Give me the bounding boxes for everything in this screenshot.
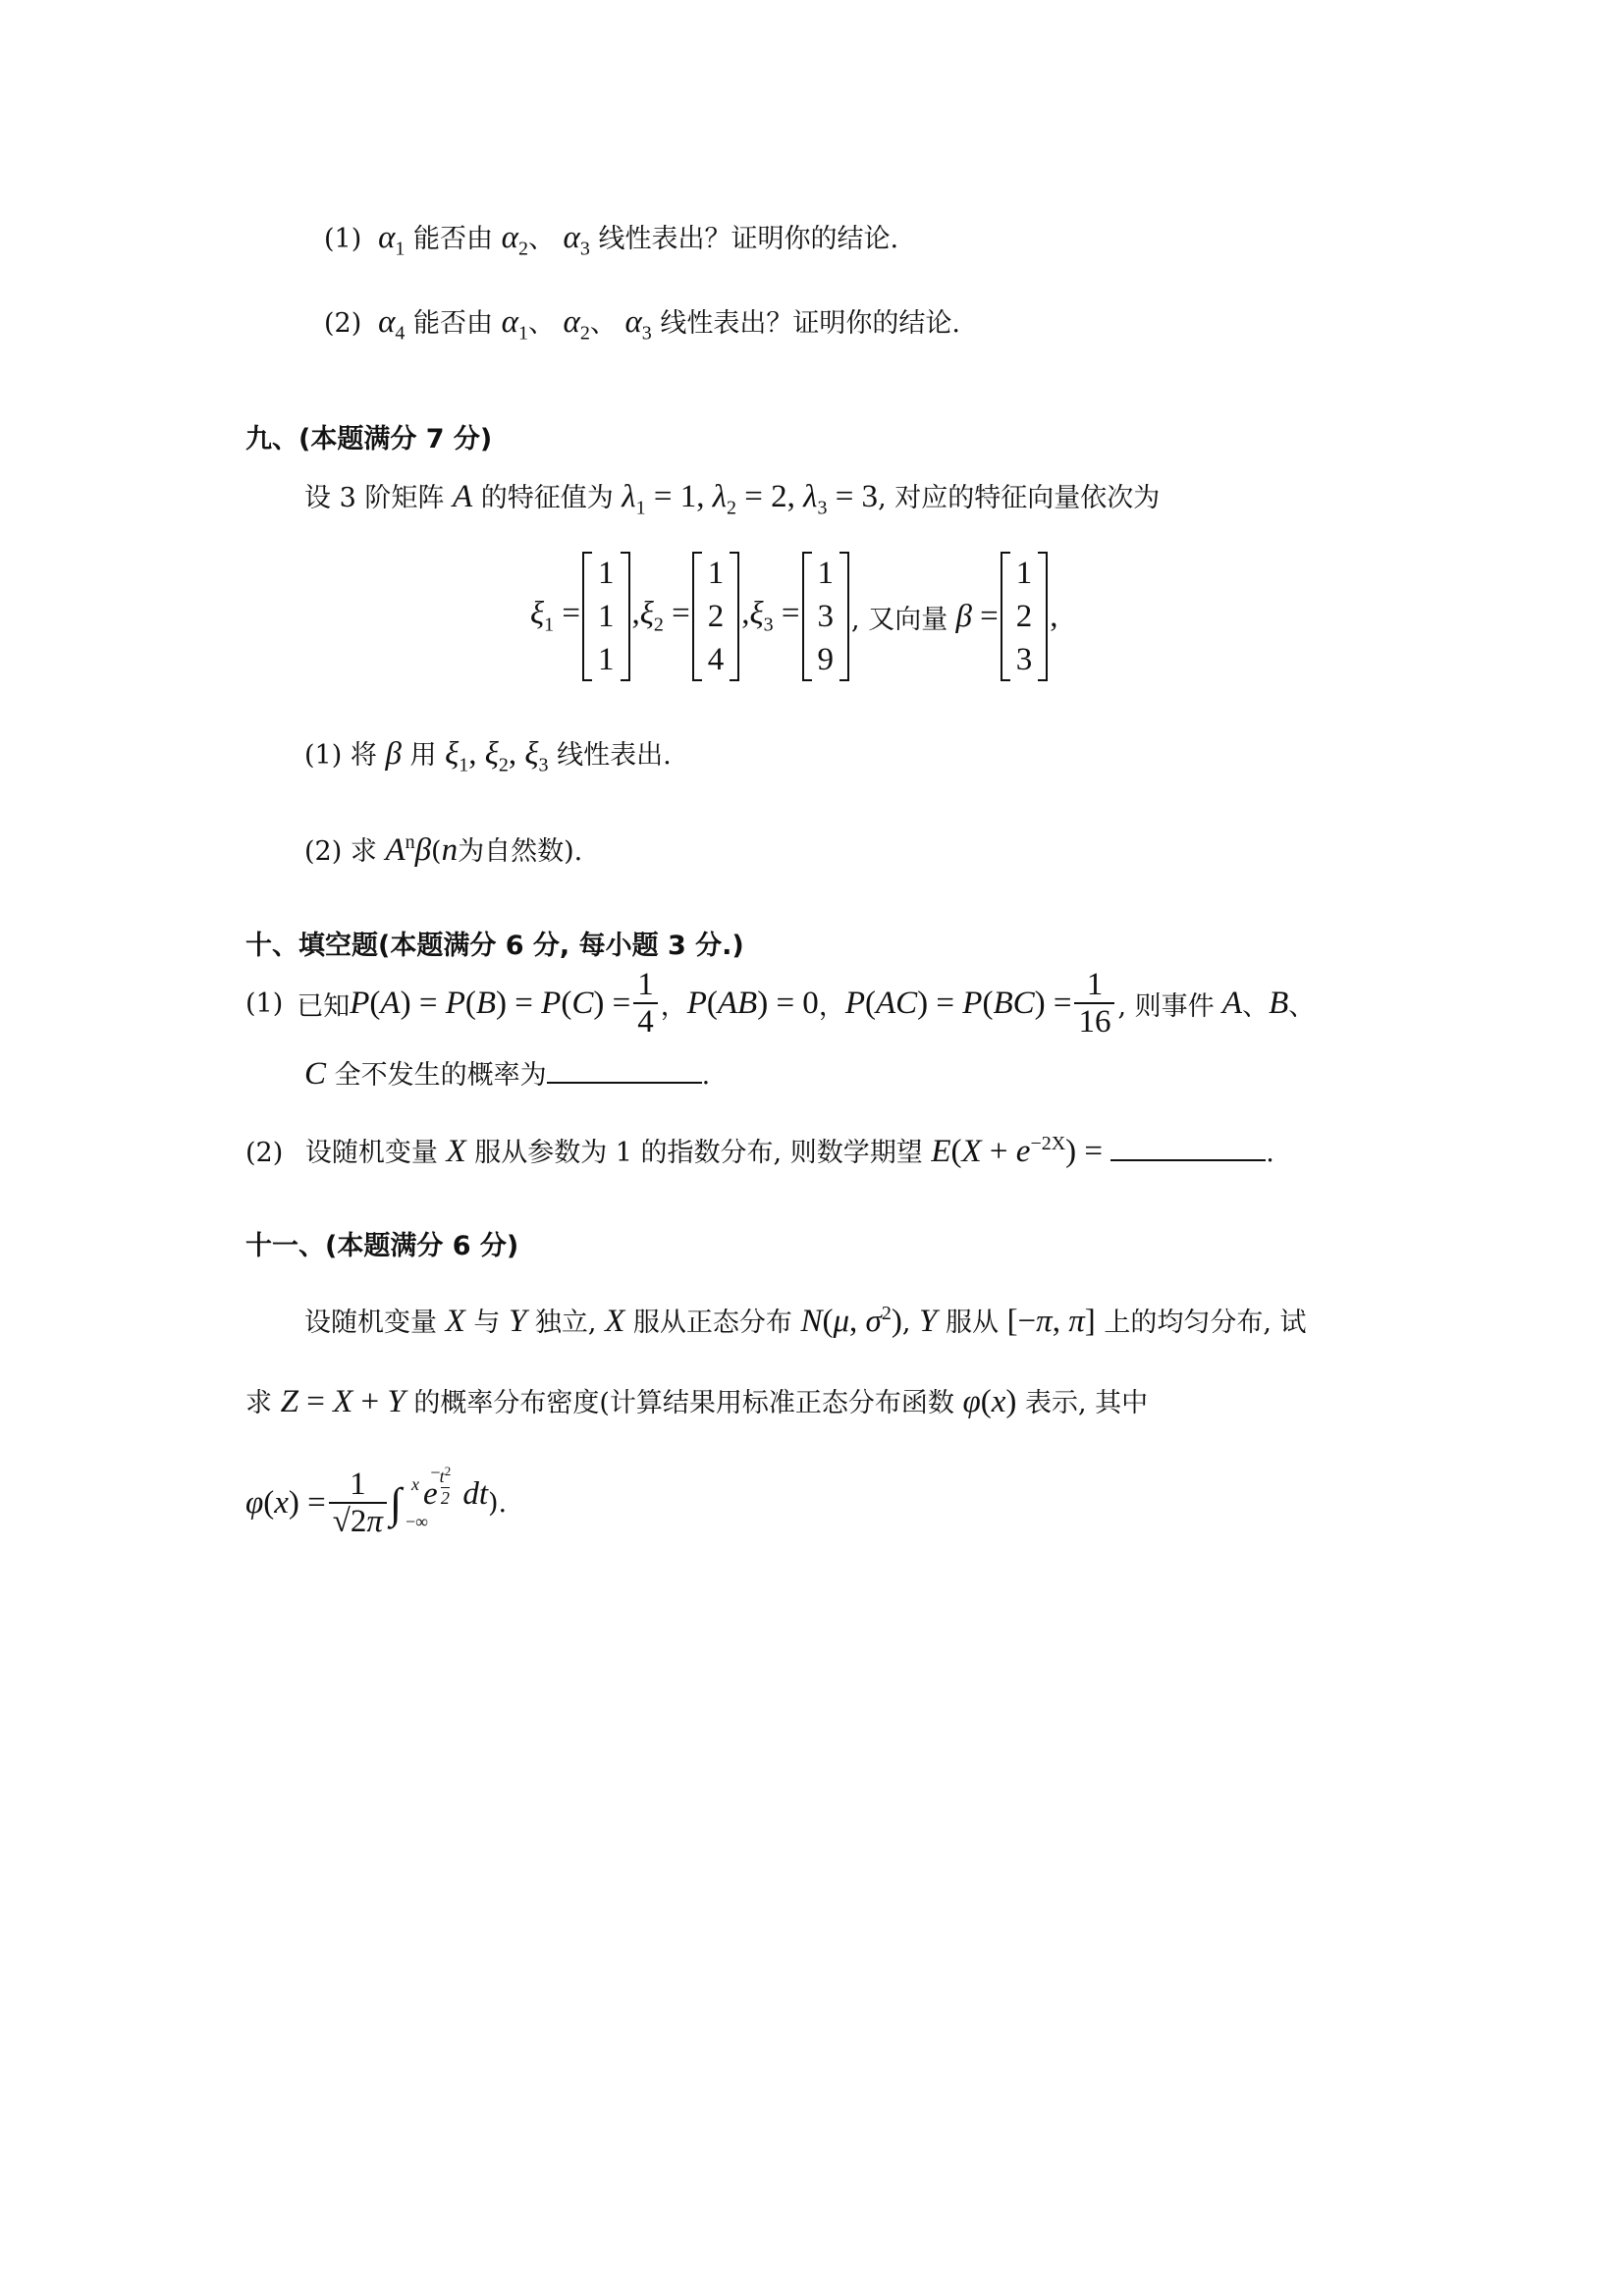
math-interval: [−π, π] — [1006, 1304, 1096, 1339]
body-text: 服从正态分布 — [632, 1308, 792, 1338]
vector-entry: 1 — [707, 556, 725, 591]
vector-entry: 1 — [598, 642, 615, 677]
separator: 、 — [589, 308, 617, 339]
problem-9-item-2 — [304, 823, 582, 872]
body-text: 上的均匀分布, 试 — [1104, 1308, 1307, 1338]
item-text: 能否由 — [413, 308, 494, 339]
math-expectation: $E(X + e^{-2X})$ = — [931, 1133, 1111, 1169]
math-beta: β — [385, 736, 402, 772]
eigenvector-equation — [530, 552, 1058, 681]
item-number: (1) — [304, 740, 343, 771]
item-number: (2) — [245, 1138, 284, 1168]
math-n: n — [441, 832, 459, 868]
item-text: 设随机变量 — [304, 1138, 438, 1168]
math-phi-x: φ(x) = — [245, 1484, 326, 1521]
math-xi3: $,\xi_3$ = — [741, 596, 800, 636]
math-alpha2: $\alpha_2$ — [501, 220, 528, 260]
math-event-a: A — [1214, 985, 1243, 1021]
math-pac-pbc: P(AC) = P(BC) = — [844, 985, 1072, 1021]
problem-11-line-1 — [304, 1294, 1307, 1343]
item-text: 已知 — [297, 990, 351, 1022]
vector-entry: 1 — [817, 556, 835, 591]
vector-entry: 3 — [817, 599, 835, 634]
problem-11-heading: 十一、(本题满分 6 分) — [245, 1231, 519, 1261]
problem-9-item-1 — [304, 734, 672, 785]
problem-10-heading: 十、填空题(本题满分 6 分, 每小题 3 分.) — [245, 931, 744, 961]
body-text: 服从 — [945, 1308, 999, 1338]
vector-entry: 2 — [707, 599, 725, 634]
math-normal: N(μ, $\sigma^2$) — [800, 1303, 902, 1339]
intro-text: 的特征值为 — [480, 483, 614, 513]
math-prob-equal: P(A) = P(B) = P(C) = — [350, 985, 631, 1021]
item-number: (2) — [304, 836, 343, 867]
fraction-normalizer: $\frac{1}{√2\pi}$ — [329, 1467, 387, 1539]
math-x: X — [445, 1304, 465, 1339]
math-alpha2: $\alpha_2$ — [563, 304, 590, 345]
body-text: , — [901, 1308, 911, 1338]
item-number: (1) — [324, 224, 362, 254]
vector-xi1 — [582, 552, 630, 681]
vector-entry: 4 — [707, 642, 725, 677]
item-text-end: 线性表出？证明你的结论. — [660, 308, 960, 339]
item-text: . — [1266, 1138, 1274, 1168]
fraction-one-quarter: $\frac{1}{4}$ — [633, 967, 658, 1040]
middle-text: , 又向量 — [851, 604, 948, 635]
item-text: 线性表出. — [557, 740, 672, 771]
body-text: 独立, — [534, 1308, 597, 1338]
math-an-beta: $A^n\beta$ — [385, 831, 432, 868]
body-text: 表示, 其中 — [1024, 1388, 1149, 1418]
item-number: (2) — [324, 308, 362, 339]
trailing-comma: , — [1050, 598, 1058, 634]
math-eigenvalues: $\lambda_1 = 1$, $\lambda_2 = 2$, $\lambda_3 = 3$ — [622, 479, 879, 519]
math-pab: P(AB) = 0 — [686, 985, 819, 1021]
math-alpha1: $\alpha_1$ — [369, 220, 406, 260]
item-text: ， — [660, 990, 687, 1022]
item-text: 求 — [350, 836, 377, 867]
integral-sign: ∫ x −∞ — [389, 1473, 428, 1531]
vector-entry: 2 — [1015, 599, 1033, 634]
body-text: 设随机变量 — [304, 1308, 437, 1338]
vector-beta — [1001, 552, 1049, 681]
math-alpha1: $\alpha_1$ — [501, 304, 528, 345]
math-x: X — [446, 1134, 466, 1169]
vector-xi3 — [802, 552, 850, 681]
math-alpha3: $\alpha_3$ — [624, 304, 652, 345]
vector-entry: 9 — [817, 642, 835, 677]
vector-xi2 — [692, 552, 740, 681]
answer-blank[interactable] — [547, 1056, 702, 1084]
closing-text: ). — [488, 1487, 508, 1519]
math-beta: β = — [947, 598, 999, 634]
problem-10-item-1 — [245, 967, 1315, 1040]
math-x: X — [605, 1304, 625, 1339]
item-text: 、 — [1242, 990, 1270, 1022]
item-text: 为自然数). — [458, 836, 583, 867]
item-text: ( — [431, 836, 442, 867]
phi-definition — [245, 1462, 508, 1539]
math-matrix-a: A — [452, 479, 473, 514]
math-event-b: B — [1269, 985, 1289, 1021]
problem-10-item-2 — [245, 1124, 1274, 1173]
fraction-one-sixteenth: $\frac{1}{16}$ — [1074, 967, 1114, 1040]
prev-item-1 — [324, 218, 898, 269]
item-number: (1) — [245, 988, 284, 1019]
vector-entry: 1 — [598, 556, 615, 591]
math-alpha4: $\alpha_4$ — [369, 304, 406, 345]
separator: 、 — [527, 308, 555, 339]
vector-entry: 3 — [1015, 642, 1033, 677]
item-text: 能否由 — [413, 224, 494, 254]
vector-entry: 1 — [1015, 556, 1033, 591]
math-event-c: C — [304, 1056, 327, 1092]
item-text: 服从参数为 1 的指数分布, 则数学期望 — [474, 1138, 923, 1168]
item-text-end: 线性表出？证明你的结论. — [598, 224, 899, 254]
item-text: . — [701, 1060, 711, 1091]
math-phi-x: φ(x) — [962, 1384, 1017, 1419]
answer-blank[interactable] — [1110, 1134, 1266, 1161]
problem-11-line-2 — [245, 1382, 1148, 1423]
math-integrand: e $\frac{t^2}{2}$ −dt — [423, 1462, 489, 1512]
separator: 、 — [527, 224, 555, 254]
body-text: 求 — [245, 1388, 272, 1418]
problem-10-item-1-cont — [304, 1054, 710, 1095]
math-y: Y — [919, 1304, 938, 1339]
math-xi-list: $\xi_1$, $\xi_2$, $\xi_3$ — [445, 736, 549, 776]
body-text: 的概率分布密度(计算结果用标准正态分布函数 — [413, 1388, 954, 1418]
math-y: Y — [508, 1304, 527, 1339]
problem-9-intro — [304, 477, 1160, 528]
item-text: 将 — [350, 740, 377, 771]
problem-9-heading: 九、(本题满分 7 分) — [245, 424, 493, 454]
math-z-def: Z = X + Y — [280, 1384, 406, 1419]
item-text: ， — [818, 990, 845, 1022]
prev-item-2 — [324, 302, 960, 353]
item-text: , 则事件 — [1117, 990, 1215, 1022]
math-xi2: $,\xi_2$ = — [631, 596, 690, 636]
item-text: 用 — [409, 740, 437, 771]
body-text: 与 — [473, 1308, 501, 1338]
math-xi1: $\xi_1$ = — [530, 596, 581, 636]
vector-entry: 1 — [598, 599, 615, 634]
math-alpha3: $\alpha_3$ — [563, 220, 590, 260]
item-text: 全不发生的概率为 — [334, 1060, 547, 1091]
intro-text: , 对应的特征向量依次为 — [878, 483, 1161, 513]
item-text: 、 — [1288, 990, 1316, 1022]
intro-text: 设 3 阶矩阵 — [304, 483, 445, 513]
